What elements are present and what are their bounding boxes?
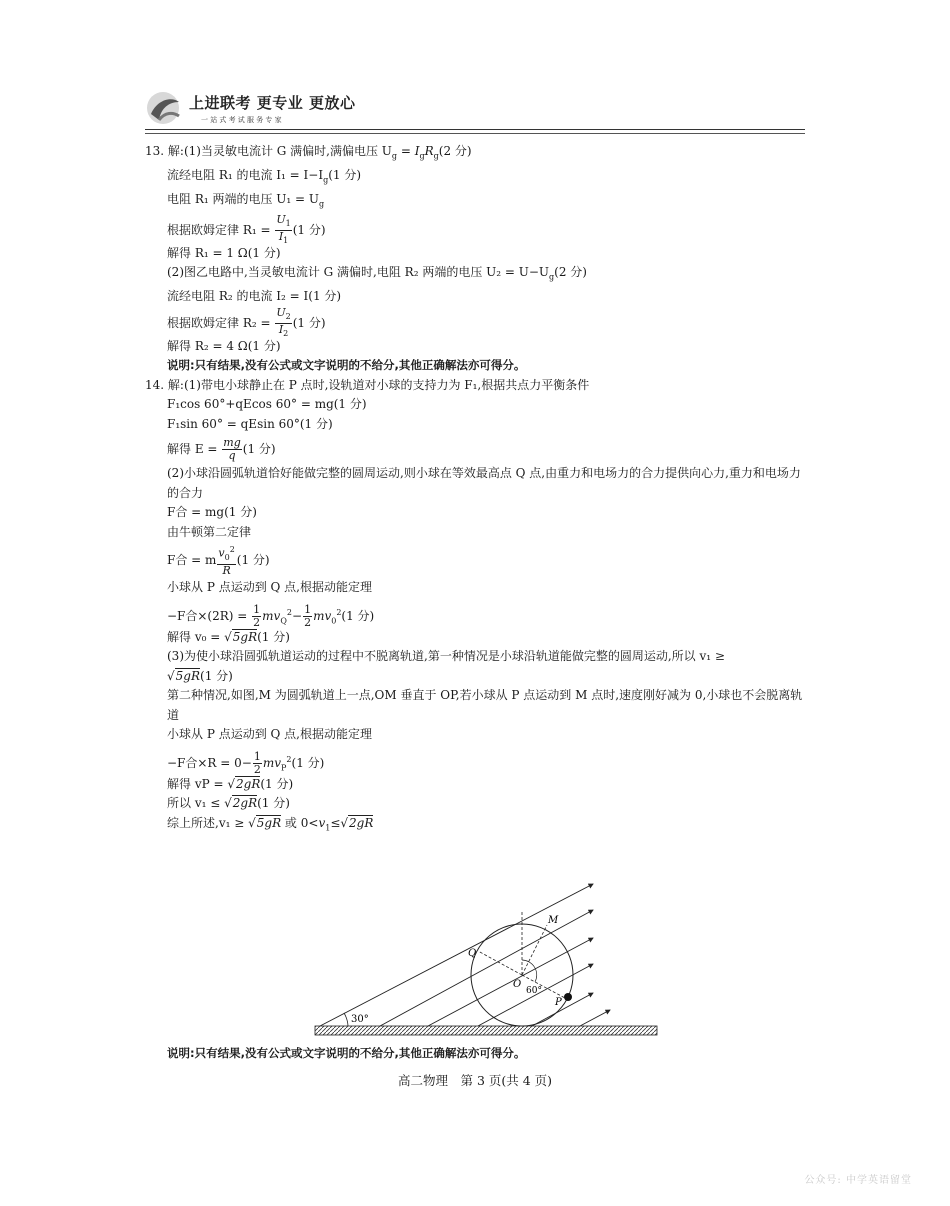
- q13-line: 解得 R₂ = 4 Ω(1 分): [167, 338, 281, 353]
- field-line: [320, 884, 593, 1026]
- q14-line: 小球从 P 点运动到 Q 点,根据动能定理: [167, 580, 372, 595]
- q13-line: 流经电阻 R₂ 的电流 I₂ = I(1 分): [167, 289, 342, 304]
- q14-formula: −F合×R = 0− $\frac{1}{2}$ $mv_P^2(1$ 分): [167, 749, 325, 776]
- point-P-label: P: [555, 997, 562, 1008]
- field-line: [580, 1010, 610, 1026]
- q14-line: 解得 vP = √2gR(1 分): [167, 776, 294, 791]
- q13-line: 解得 R₁ = 1 Ω(1 分): [167, 245, 281, 260]
- q14-paragraph: (2)小球沿圆弧轨道恰好能做完整的圆周运动,则小球在等效最高点 Q 点,由重力和电场力的合力提供向心力,重力和电场力的合力: [167, 466, 801, 500]
- q14-intro: 14. 解:(1)带电小球静止在 P 点时,设轨道对小球的支持力为 F₁,根据共点力平衡条件: [145, 377, 590, 392]
- q14-line: (3)为使小球沿圆弧轨道运动的过程中不脱离轨道,第一种情况是小球沿轨道能做完整的圆周运动,所以 v₁ ≥: [167, 649, 725, 664]
- q13-formula: 根据欧姆定律 R₂ = $\frac{U_2}{I_2}$ (1 分): [167, 305, 326, 338]
- q14-line: 所以 v₁ ≤ √2gR(1 分): [167, 796, 290, 811]
- q14-line: 由牛顿第二定律: [167, 524, 252, 539]
- q14-line: 解得 v₀ = √5gR(1 分): [167, 629, 290, 644]
- point-O-label: O: [513, 979, 522, 990]
- ground-surface: [315, 1026, 657, 1035]
- field-line: [380, 910, 593, 1026]
- page-header: [145, 88, 805, 134]
- q13-intro: 13. 解:(1)当灵敏电流计 G 满偏时,满偏电压 $U_g = I_gR_g(2$ 分): [145, 144, 472, 161]
- scoring-note: 说明:只有结果,没有公式或文字说明的不给分,其他正确解法亦可得分。: [167, 358, 526, 373]
- field-line: [428, 938, 593, 1026]
- q13-formula: 根据欧姆定律 R₁ = $\frac{U_1}{I_1}$ (1 分): [167, 212, 326, 246]
- q13-line: (2)图乙电路中,当灵敏电流计 G 满偏时,电阻 R₂ 两端的电压 $U_2 = U-U_g(2$ 分): [167, 265, 587, 282]
- q14-line: F合 = mg(1 分): [167, 505, 257, 520]
- q13-line: 流经电阻 R₁ 的电流 $I_1 = I-I_g(1$ 分): [167, 167, 362, 185]
- q14-formula: 解得 E = $\frac{mg}{q}$ (1 分): [167, 436, 276, 463]
- q14-formula: −F合×(2R) = $\frac{1}{2}$ $mv_Q^2-$ $\frac{1}{2}$ $mv_0^2(1$ 分): [167, 602, 375, 629]
- field-line: [532, 993, 593, 1026]
- brand-logo-icon: [145, 90, 185, 126]
- point-Q-label: Q: [468, 948, 477, 959]
- q14-line: F₁sin 60° = qEsin 60°(1 分): [167, 416, 333, 431]
- q14-formula: F合 = m $\frac{v_0^2}{R}$ (1 分): [167, 545, 270, 577]
- brand-tagline: 一站式考试服务专家: [201, 116, 284, 124]
- q14-paragraph: 第二种情况,如图,M 为圆弧轨道上一点,OM 垂直于 OP,若小球从 P 点运动到 M 点时,速度刚好减为 0,小球也不会脱离轨道: [167, 688, 803, 722]
- ball-marker: [564, 993, 572, 1001]
- bottom-note: [145, 1044, 805, 1064]
- q14-line: 综上所述,v₁ ≥ √5gR 或 $0<v_1\le√2gR$: [167, 815, 374, 832]
- header-rule-thin: [145, 133, 805, 134]
- page-footer: 高二物理 第 3 页(共 4 页): [397, 1073, 553, 1088]
- answer-content: [145, 142, 805, 837]
- q14-line: 小球从 P 点运动到 Q 点,根据动能定理: [167, 727, 372, 742]
- q14-line: F₁cos 60°+qEcos 60° = mg(1 分): [167, 397, 367, 412]
- circular-track-diagram: [310, 880, 660, 1040]
- angle-60-label: 60°: [526, 986, 542, 996]
- scoring-note: 说明:只有结果,没有公式或文字说明的不给分,其他正确解法亦可得分。: [167, 1046, 526, 1060]
- q14-line: √5gR(1 分): [167, 668, 233, 683]
- angle-30-label: 30°: [351, 1014, 369, 1025]
- q13-line: 电阻 R₁ 两端的电压 $U_1 = U_g$: [167, 191, 325, 209]
- header-rule: [145, 129, 805, 130]
- brand-slogan: 上进联考 更专业 更放心: [189, 94, 356, 112]
- watermark: 公众号: 中学英语留堂: [804, 1175, 912, 1186]
- point-M-label: M: [548, 915, 559, 926]
